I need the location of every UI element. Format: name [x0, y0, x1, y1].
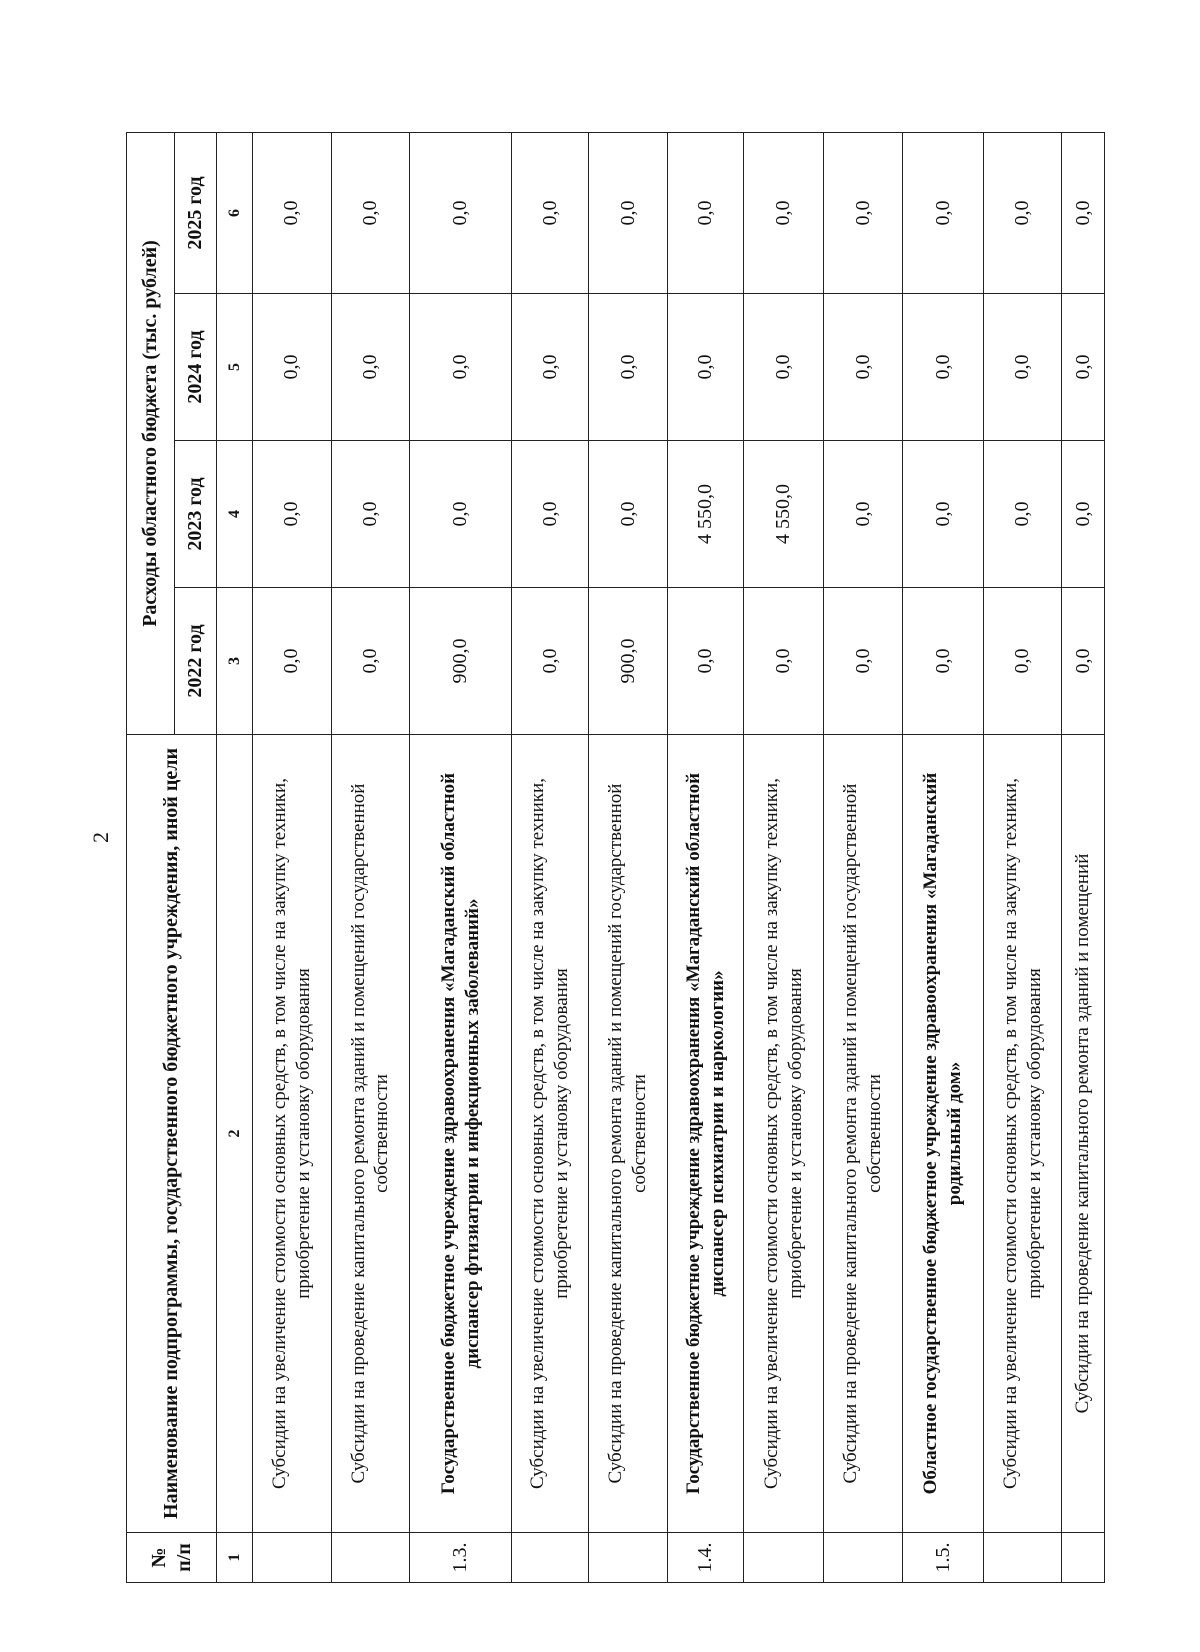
row-name: Субсидии на проведение капитального ремонта зданий и помещений государственной собственности [331, 735, 409, 1533]
row-name: Субсидии на увеличение стоимости основных средств, в том числе на закупку техники, приобретение и установку оборудования [253, 735, 331, 1533]
header-year-2022: 2022 год [174, 588, 216, 735]
value-2023: 4 550,0 [744, 441, 824, 588]
budget-expenses-table [126, 132, 1105, 1583]
value-2025: 0,0 [331, 133, 409, 294]
table-row [512, 133, 589, 1583]
table-row [253, 133, 331, 1583]
row-num [589, 1533, 667, 1583]
header-expenses: Расходы областного бюджета (тыс. рублей) [127, 133, 175, 735]
row-name: Субсидии на увеличение стоимости основных средств, в том числе на закупку техники, приобретение и установку оборудования [512, 735, 589, 1533]
header-year-2025: 2025 год [174, 133, 216, 294]
value-2022: 0,0 [744, 588, 824, 735]
table-row [410, 133, 512, 1583]
row-num [512, 1533, 589, 1583]
value-2024: 0,0 [589, 294, 667, 441]
value-2025: 0,0 [823, 133, 903, 294]
value-2024: 0,0 [331, 294, 409, 441]
table-row [903, 133, 984, 1583]
row-name: Субсидии на проведение капитального ремонта зданий и помещений государственной собственности [589, 735, 667, 1533]
value-2024: 0,0 [253, 294, 331, 441]
row-name: Субсидии на проведение капитального ремонта зданий и помещений государственной собственности [823, 735, 903, 1533]
row-num: 1.5. [903, 1533, 984, 1583]
row-num [1062, 1533, 1105, 1583]
value-2023: 0,0 [512, 441, 589, 588]
table-row [331, 133, 409, 1583]
value-2022: 0,0 [823, 588, 903, 735]
value-2022: 900,0 [410, 588, 512, 735]
value-2023: 0,0 [253, 441, 331, 588]
value-2023: 0,0 [903, 441, 984, 588]
page-number: 2 [88, 832, 113, 843]
value-2024: 0,0 [983, 294, 1061, 441]
column-number: 2 [217, 735, 253, 1533]
value-2023: 0,0 [823, 441, 903, 588]
value-2025: 0,0 [589, 133, 667, 294]
column-number: 1 [217, 1533, 253, 1583]
row-num [983, 1533, 1061, 1583]
value-2023: 0,0 [331, 441, 409, 588]
value-2023: 0,0 [983, 441, 1061, 588]
value-2025: 0,0 [410, 133, 512, 294]
value-2025: 0,0 [1062, 133, 1105, 294]
table-row [744, 133, 824, 1583]
value-2023: 0,0 [589, 441, 667, 588]
value-2022: 900,0 [589, 588, 667, 735]
table-row [983, 133, 1061, 1583]
value-2024: 0,0 [903, 294, 984, 441]
row-num [823, 1533, 903, 1583]
column-number: 5 [217, 294, 253, 441]
value-2024: 0,0 [744, 294, 824, 441]
row-name: Областное государственное бюджетное учреждение здравоохранения «Магаданский родильный дом» [903, 735, 984, 1533]
value-2022: 0,0 [512, 588, 589, 735]
column-number: 3 [217, 588, 253, 735]
value-2023: 4 550,0 [667, 441, 743, 588]
column-number: 4 [217, 441, 253, 588]
row-name: Субсидии на увеличение стоимости основных средств, в том числе на закупку техники, приобретение и установку оборудования [983, 735, 1061, 1533]
value-2022: 0,0 [903, 588, 984, 735]
header-year-2024: 2024 год [174, 294, 216, 441]
header-num: № п/п [127, 1533, 217, 1583]
value-2023: 0,0 [410, 441, 512, 588]
value-2025: 0,0 [983, 133, 1061, 294]
budget-table-container [126, 133, 1105, 1583]
row-name: Субсидии на увеличение стоимости основных средств, в том числе на закупку техники, приобретение и установку оборудования [744, 735, 824, 1533]
value-2024: 0,0 [823, 294, 903, 441]
row-num [253, 1533, 331, 1583]
table-row [1062, 133, 1105, 1583]
table-row [667, 133, 743, 1583]
value-2025: 0,0 [253, 133, 331, 294]
value-2022: 0,0 [983, 588, 1061, 735]
value-2022: 0,0 [331, 588, 409, 735]
value-2024: 0,0 [667, 294, 743, 441]
value-2024: 0,0 [410, 294, 512, 441]
row-num [744, 1533, 824, 1583]
value-2022: 0,0 [253, 588, 331, 735]
column-numbers-row [217, 133, 253, 1583]
row-num [331, 1533, 409, 1583]
value-2025: 0,0 [744, 133, 824, 294]
row-num: 1.3. [410, 1533, 512, 1583]
value-2022: 0,0 [667, 588, 743, 735]
column-number: 6 [217, 133, 253, 294]
header-name: Наименование подпрограммы, государственного бюджетного учреждения, иной цели [127, 735, 217, 1533]
table-row [823, 133, 903, 1583]
value-2022: 0,0 [1062, 588, 1105, 735]
value-2024: 0,0 [1062, 294, 1105, 441]
value-2023: 0,0 [1062, 441, 1105, 588]
table-header-row [127, 133, 175, 1583]
value-2025: 0,0 [903, 133, 984, 294]
row-name: Государственное бюджетное учреждение здравоохранения «Магаданский областной диспансер фтизиатрии и инфекционных заболеваний» [410, 735, 512, 1533]
row-name: Государственное бюджетное учреждение здравоохранения «Магаданский областной диспансер психиатрии и наркологии» [667, 735, 743, 1533]
row-num: 1.4. [667, 1533, 743, 1583]
value-2025: 0,0 [667, 133, 743, 294]
value-2025: 0,0 [512, 133, 589, 294]
header-year-2023: 2023 год [174, 441, 216, 588]
value-2024: 0,0 [512, 294, 589, 441]
table-row [589, 133, 667, 1583]
row-name: Субсидии на проведение капитального ремонта зданий и помещений [1062, 735, 1105, 1533]
